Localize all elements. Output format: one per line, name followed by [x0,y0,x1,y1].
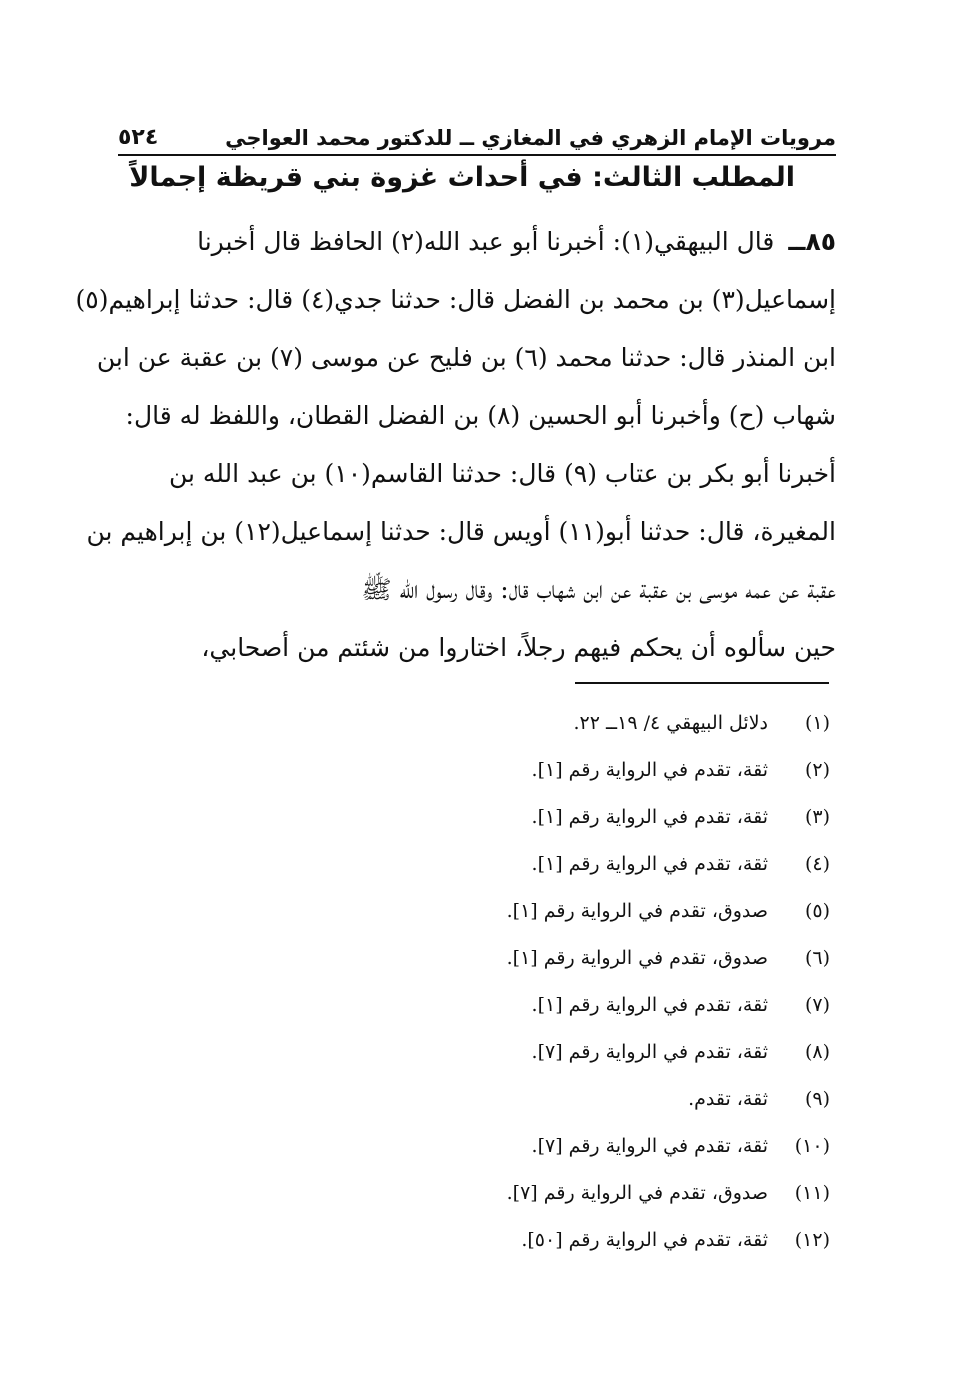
footnote-12 [410,1217,830,1264]
text-line-7: عقبة عن عمه موسى بن عقبة عن ابن شهاب قال: وقال رسول الله ﷺ [361,575,836,604]
footnote-number: (٤) [804,853,830,875]
footnote-number: (٩) [804,1088,830,1110]
footnote-text: ثقة، تقدم في الرواية رقم [١]. [531,994,768,1016]
footnote-number: (١٢) [794,1229,830,1251]
footnote-text: ثقة، تقدم. [688,1088,768,1110]
text-line-3: ابن المنذر قال: حدثنا محمد (٦) بن فليح عن موسى (٧) بن عقبة عن ابن [96,343,836,372]
footnote-number: (١١) [794,1182,830,1204]
footnote-number: (٣) [804,806,830,828]
footnote-number: (١٠) [794,1135,830,1157]
footnote-text: دلائل البيهقي ٤/ ١٩ــ ٢٢. [573,712,768,734]
footnote-7 [410,982,830,1029]
footnote-8 [410,1029,830,1076]
footnote-text: ثقة، تقدم في الرواية رقم [٧]. [531,1041,768,1063]
text-line-6: المغيرة، قال: حدثنا أبو(١١) أويس قال: حدثنا إسماعيل(١٢) بن إبراهيم بن [86,517,836,546]
footnote-10 [410,1123,830,1170]
footnotes [410,700,830,1264]
footnote-5 [410,888,830,935]
footnote-4 [410,841,830,888]
text-line-5: أخبرنا أبو بكر بن عتاب (٩) قال: حدثنا القاسم(١٠) بن عبد الله بن [168,459,836,488]
narration-text [75,213,836,677]
narration-number: ٨٥ــ [788,227,836,256]
footnote-11 [410,1170,830,1217]
footnote-text: ثقة، تقدم في الرواية رقم [١]. [531,853,768,875]
footnote-2 [410,747,830,794]
header-title: مرويات الإمام الزهري في المغازي ــ للدكتور محمد العواجي [225,126,836,150]
footnote-text: ثقة، تقدم في الرواية رقم [٥٠]. [521,1229,768,1251]
footnote-9 [410,1076,830,1123]
footnote-divider [575,682,829,684]
section-title: المطلب الثالث: في أحداث غزوة بني قريظة إجمالاً [129,162,795,193]
footnote-number: (٦) [804,947,830,969]
running-header [118,110,836,156]
footnote-number: (١) [804,712,830,734]
page-number: ٥٢٤ [118,125,159,150]
footnote-number: (٨) [804,1041,830,1063]
footnote-6 [410,935,830,982]
footnote-text: ثقة، تقدم في الرواية رقم [١]. [531,806,768,828]
footnote-number: (٥) [804,900,830,922]
text-line-8: حين سألوه أن يحكم فيهم رجلاً، اختاروا من شئتم من أصحابي، [201,633,836,662]
footnote-text: ثقة، تقدم في الرواية رقم [٧]. [531,1135,768,1157]
text-line-1 [118,213,836,271]
footnote-number: (٧) [804,994,830,1016]
footnote-text: صدوق، تقدم في الرواية رقم [١]. [506,900,768,922]
footnote-3 [410,794,830,841]
footnote-text: ثقة، تقدم في الرواية رقم [١]. [531,759,768,781]
footnote-text: صدوق، تقدم في الرواية رقم [١]. [506,947,768,969]
footnote-number: (٢) [804,759,830,781]
footnote-text: صدوق، تقدم في الرواية رقم [٧]. [506,1182,768,1204]
footnote-1 [410,700,830,747]
text-line-1-content: قال البيهقي(١): أخبرنا أبو عبد الله(٢) الحافظ قال أخبرنا [197,227,775,256]
text-line-2: إسماعيل(٣) بن محمد بن الفضل قال: حدثنا جدي(٤) قال: حدثنا إبراهيم(٥) [75,285,836,314]
text-line-4: شهاب (ح) وأخبرنا أبو الحسين (٨) بن الفضل القطان، واللفظ له قال: [125,401,836,430]
